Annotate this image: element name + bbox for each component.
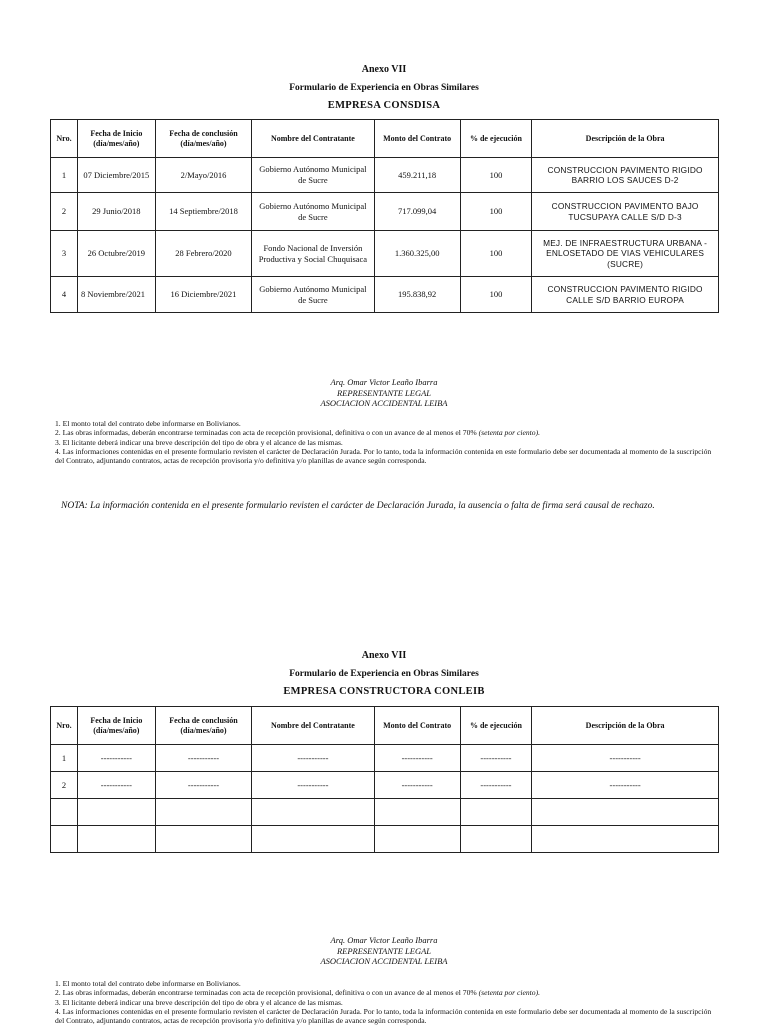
cell-nro: 1 bbox=[51, 745, 78, 772]
cell-fecha-inicio: 26 Octubre/2019 bbox=[77, 231, 155, 277]
company-name: EMPRESA CONSDISA bbox=[327, 100, 441, 111]
header-fecha-inicio: Fecha de Inicio (día/mes/año) bbox=[77, 707, 155, 745]
cell-ejecucion: 100 bbox=[460, 158, 532, 193]
note-1: 1. El monto total del contrato debe informarse en Bolivianos. bbox=[55, 979, 241, 988]
signature-block bbox=[0, 377, 768, 409]
cell-fecha-conclusion: 14 Septiembre/2018 bbox=[155, 193, 251, 231]
note-1: 1. El monto total del contrato debe informarse en Bolivianos. bbox=[55, 419, 241, 428]
table-header-row bbox=[51, 120, 719, 158]
cell-descripcion: MEJ. DE INFRAESTRUCTURA URBANA - ENLOSETADO DE VIAS VEHICULARES (SUCRE) bbox=[532, 231, 719, 277]
header-monto: Monto del Contrato bbox=[374, 120, 460, 158]
cell-fecha-conclusion: ----------- bbox=[155, 745, 251, 772]
experience-table-conleib bbox=[50, 706, 719, 853]
cell-contratante: Fondo Nacional de Inversión Productiva y Social Chuquisaca bbox=[252, 231, 374, 277]
cell-descripcion: ----------- bbox=[532, 745, 719, 772]
cell-fecha-inicio: ----------- bbox=[77, 772, 155, 799]
note-2: 2. Las obras informadas, deberán encontrarse terminadas con acta de recepción provisional, definitiva o con un avance de al menos el 70% (setenta por ciento). bbox=[55, 428, 540, 438]
header-ejecucion: % de ejecución bbox=[460, 120, 532, 158]
table-row bbox=[51, 231, 719, 277]
note-3: 3. El licitante deberá indicar una breve descripción del tipo de obra y el alcance de las mismas. bbox=[55, 997, 343, 1007]
header-fecha-conclusion: Fecha de conclusión (día/mes/año) bbox=[155, 707, 251, 745]
cell-contratante: ----------- bbox=[252, 745, 374, 772]
header-descripcion: Descripción de la Obra bbox=[532, 120, 719, 158]
declaration-note: NOTA: La información contenida en el presente formulario revisten el carácter de Declaración Jurada, la ausencia o falta de firma será causal de rechazo. bbox=[61, 501, 655, 511]
cell-descripcion: CONSTRUCCION PAVIMENTO RIGIDO BARRIO LOS SAUCES D-2 bbox=[532, 158, 719, 193]
notes-list bbox=[55, 419, 720, 465]
form-title: Formulario de Experiencia en Obras Similares bbox=[289, 83, 479, 93]
note-3: 3. El licitante deberá indicar una breve descripción del tipo de obra y el alcance de las mismas. bbox=[55, 437, 343, 447]
signature-role: REPRESENTANTE LEGAL bbox=[336, 945, 432, 956]
annex-title: Anexo VII bbox=[361, 650, 407, 661]
company-name: EMPRESA CONSTRUCTORA CONLEIB bbox=[283, 686, 485, 697]
header-nro: Nro. bbox=[51, 120, 78, 158]
cell-contratante: Gobierno Autónomo Municipal de Sucre bbox=[252, 277, 374, 313]
signature-org: ASOCIACION ACCIDENTAL LEIBA bbox=[320, 956, 448, 967]
table-row bbox=[51, 745, 719, 772]
cell-fecha-conclusion: 28 Febrero/2020 bbox=[155, 231, 251, 277]
table-row bbox=[51, 277, 719, 313]
signature-block bbox=[0, 935, 768, 967]
table-row-empty bbox=[51, 826, 719, 853]
header-contratante: Nombre del Contratante bbox=[252, 707, 374, 745]
cell-nro: 3 bbox=[51, 231, 78, 277]
cell-monto: ----------- bbox=[374, 745, 460, 772]
cell-fecha-inicio: 29 Junio/2018 bbox=[77, 193, 155, 231]
table-header-row bbox=[51, 707, 719, 745]
note-4: 4. Las informaciones contenidas en el presente formulario revisten el carácter de Declaración Jurada. Por lo tanto, toda la información contenida en este formulario debe ser documentada al momento de la suscripción del Contrato, adjuntando contratos, actas de recepción provisoria y/o definitiva y/o planillas de avance según corresponda. bbox=[55, 446, 712, 465]
cell-monto: 195.838,92 bbox=[374, 277, 460, 313]
signature-role: REPRESENTANTE LEGAL bbox=[336, 387, 432, 398]
table-row bbox=[51, 772, 719, 799]
header-nro: Nro. bbox=[51, 707, 78, 745]
header-descripcion: Descripción de la Obra bbox=[532, 707, 719, 745]
cell-monto: 459.211,18 bbox=[374, 158, 460, 193]
cell-descripcion: ----------- bbox=[532, 772, 719, 799]
header-contratante: Nombre del Contratante bbox=[252, 120, 374, 158]
cell-monto: ----------- bbox=[374, 772, 460, 799]
cell-contratante: ----------- bbox=[252, 772, 374, 799]
cell-ejecucion: 100 bbox=[460, 277, 532, 313]
signature-org: ASOCIACION ACCIDENTAL LEIBA bbox=[320, 398, 448, 409]
header-monto: Monto del Contrato bbox=[374, 707, 460, 745]
note-4: 4. Las informaciones contenidas en el presente formulario revisten el carácter de Declaración Jurada. Por lo tanto, toda la información contenida en este formulario debe ser documentada al momento de la suscripción del Contrato, adjuntando contratos, actas de recepción provisoria y/o definitiva y/o planillas de avance según corresponda. bbox=[55, 1006, 712, 1025]
cell-fecha-inicio: 07 Diciembre/2015 bbox=[77, 158, 155, 193]
cell-monto: 717.099,04 bbox=[374, 193, 460, 231]
annex-title: Anexo VII bbox=[361, 64, 407, 75]
table-row-empty bbox=[51, 799, 719, 826]
cell-ejecucion: ----------- bbox=[460, 772, 532, 799]
cell-nro: 4 bbox=[51, 277, 78, 313]
cell-monto: 1.360.325,00 bbox=[374, 231, 460, 277]
cell-descripcion: CONSTRUCCION PAVIMENTO RIGIDO CALLE S/D BARRIO EUROPA bbox=[532, 277, 719, 313]
notes-list bbox=[55, 979, 720, 1025]
table-row bbox=[51, 193, 719, 231]
cell-ejecucion: ----------- bbox=[460, 745, 532, 772]
cell-fecha-conclusion: 2/Mayo/2016 bbox=[155, 158, 251, 193]
cell-nro: 1 bbox=[51, 158, 78, 193]
cell-fecha-inicio: 8 Noviembre/2021 bbox=[77, 277, 155, 313]
cell-fecha-conclusion: 16 Diciembre/2021 bbox=[155, 277, 251, 313]
cell-fecha-conclusion: ----------- bbox=[155, 772, 251, 799]
header-fecha-inicio: Fecha de Inicio (día/mes/año) bbox=[77, 120, 155, 158]
cell-contratante: Gobierno Autónomo Municipal de Sucre bbox=[252, 158, 374, 193]
experience-table-consdisa bbox=[50, 119, 719, 313]
cell-fecha-inicio: ----------- bbox=[77, 745, 155, 772]
cell-ejecucion: 100 bbox=[460, 193, 532, 231]
cell-descripcion: CONSTRUCCION PAVIMENTO BAJO TUCSUPAYA CALLE S/D D-3 bbox=[532, 193, 719, 231]
header-fecha-conclusion: Fecha de conclusión (día/mes/año) bbox=[155, 120, 251, 158]
table-row bbox=[51, 158, 719, 193]
signature-name: Arq. Omar Victor Leaño Ibarra bbox=[330, 377, 438, 387]
signature-name: Arq. Omar Victor Leaño Ibarra bbox=[330, 935, 438, 945]
cell-nro: 2 bbox=[51, 772, 78, 799]
cell-ejecucion: 100 bbox=[460, 231, 532, 277]
form-title: Formulario de Experiencia en Obras Similares bbox=[289, 669, 479, 679]
cell-nro: 2 bbox=[51, 193, 78, 231]
header-ejecucion: % de ejecución bbox=[460, 707, 532, 745]
note-2: 2. Las obras informadas, deberán encontrarse terminadas con acta de recepción provisional, definitiva o con un avance de al menos el 70% (setenta por ciento). bbox=[55, 988, 540, 998]
cell-contratante: Gobierno Autónomo Municipal de Sucre bbox=[252, 193, 374, 231]
